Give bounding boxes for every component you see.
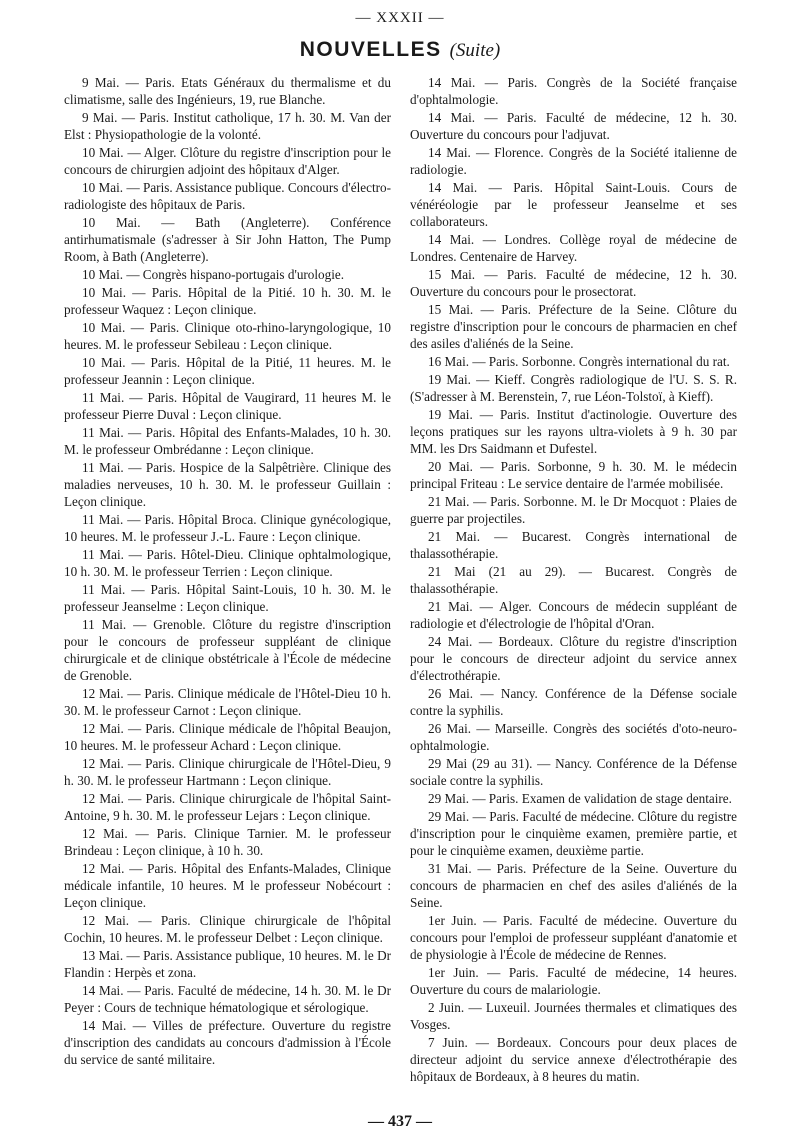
news-entry: 14 Mai. — Paris. Hôpital Saint-Louis. Cours de vénéréologie par le professeur Jeanselme et ses collaborateurs.	[410, 180, 737, 229]
news-entry: 10 Mai. — Paris. Hôpital de la Pitié, 11 heures. M. le professeur Jeannin : Leçon clinique.	[64, 355, 391, 387]
news-entry: 11 Mai. — Grenoble. Clôture du registre d'inscription pour le concours de professeur suppléant de clinique chirurgicale et de clinique obstétricale à l'École de médecine de Grenoble.	[64, 617, 391, 683]
news-entry: 19 Mai. — Paris. Institut d'actinologie. Ouverture des leçons pratiques sur les rayons ultra-violets à 9 h. 30 par MM. les Drs Saidmann et Dufestel.	[410, 407, 737, 456]
news-entry: 24 Mai. — Bordeaux. Clôture du registre d'inscription pour le concours de directeur adjoint du service annex d'électrothérapie.	[410, 634, 737, 683]
news-entry: 21 Mai. — Alger. Concours de médecin suppléant de radiologie et d'électrologie de l'hôpital d'Oran.	[410, 599, 737, 631]
news-entry: 29 Mai. — Paris. Faculté de médecine. Clôture du registre d'inscription pour le cinquième examen, première partie, et pour le cinquième examen, deuxième partie.	[410, 809, 737, 858]
news-entry: 14 Mai. — Paris. Congrès de la Société française d'ophtalmologie.	[410, 75, 737, 107]
news-entry: 14 Mai. — Paris. Faculté de médecine, 12 h. 30. Ouverture du concours pour l'adjuvat.	[410, 110, 737, 142]
news-entry: 14 Mai. — Paris. Faculté de médecine, 14 h. 30. M. le Dr Peyer : Cours de technique hématologique et sérologique.	[64, 983, 391, 1015]
news-entry: 12 Mai. — Paris. Clinique chirurgicale de l'hôpital Saint-Antoine, 9 h. 30. M. le professeur Lejars : Leçon clinique.	[64, 791, 391, 823]
news-entry: 12 Mai. — Paris. Clinique médicale de l'Hôtel-Dieu 10 h. 30. M. le professeur Carnot : Leçon clinique.	[64, 686, 391, 718]
news-entry: 11 Mai. — Paris. Hôpital de Vaugirard, 11 heures M. le professeur Pierre Duval : Leçon clinique.	[64, 390, 391, 422]
news-entry: 9 Mai. — Paris. Etats Généraux du thermalisme et du climatisme, salle des Ingénieurs, 19, rue Blanche.	[64, 75, 391, 107]
news-entry: 1er Juin. — Paris. Faculté de médecine, 14 heures. Ouverture du cours de malariologie.	[410, 965, 737, 997]
news-entry: 7 Juin. — Bordeaux. Concours pour deux places de directeur adjoint du service annexe d'électrothérapie des hôpitaux de Bordeaux, à 8 heures du matin.	[410, 1035, 737, 1084]
news-entry: 12 Mai. — Paris. Hôpital des Enfants-Malades, Clinique médicale infantile, 10 heures. M le professeur Nobécourt : Leçon clinique.	[64, 861, 391, 910]
news-entry: 11 Mai. — Paris. Hôpital Saint-Louis, 10 h. 30. M. le professeur Jeanselme : Leçon clinique.	[64, 582, 391, 614]
section-title: NOUVELLES	[299, 38, 442, 61]
news-entry: 21 Mai (21 au 29). — Bucarest. Congrès de thalassothérapie.	[410, 564, 737, 596]
news-entry: 15 Mai. — Paris. Faculté de médecine, 12 h. 30. Ouverture du concours pour le prosectorat.	[410, 267, 737, 299]
page-folio: — 437 —	[368, 1113, 432, 1130]
news-entry: 10 Mai. — Paris. Hôpital de la Pitié. 10 h. 30. M. le professeur Waquez : Leçon clinique.	[64, 285, 391, 317]
news-entry: 10 Mai. — Paris. Assistance publique. Concours d'électro-radiologiste des hôpitaux de Paris.	[64, 180, 391, 212]
page-roman-number: — XXXII —	[355, 10, 445, 26]
news-entry: 11 Mai. — Paris. Hospice de la Salpêtrière. Clinique des maladies nerveuses, 10 h. 30. M. le professeur Guillain : Leçon clinique.	[64, 460, 391, 509]
news-entry: 11 Mai. — Paris. Hôpital Broca. Clinique gynécologique, 10 heures. M. le professeur J.-L. Faure : Leçon clinique.	[64, 512, 391, 544]
news-entry: 15 Mai. — Paris. Préfecture de la Seine. Clôture du registre d'inscription pour le concours de pharmacien en chef des asiles d'aliénés de la Seine.	[410, 302, 737, 351]
news-entry: 14 Mai. — Villes de préfecture. Ouverture du registre d'inscription des candidats au concours d'admission à l'École du service de santé militaire.	[64, 1018, 391, 1067]
news-entry: 2 Juin. — Luxeuil. Journées thermales et climatiques des Vosges.	[410, 1000, 737, 1032]
left-column	[64, 74, 391, 1069]
news-entry: 21 Mai. — Bucarest. Congrès international de thalassothérapie.	[410, 529, 737, 561]
news-entry: 10 Mai. — Congrès hispano-portugais d'urologie.	[82, 267, 345, 282]
section-subtitle: (Suite)	[449, 40, 501, 61]
news-entry: 19 Mai. — Kieff. Congrès radiologique de l'U. S. S. R. (S'adresser à M. Berenstein, 7, rue Léon-Tolstoï, à Kieff).	[410, 372, 737, 404]
news-entry: 26 Mai. — Nancy. Conférence de la Défense sociale contre la syphilis.	[410, 686, 737, 718]
news-entry: 26 Mai. — Marseille. Congrès des sociétés d'oto-neuro-ophtalmologie.	[410, 721, 737, 753]
news-entry: 12 Mai. — Paris. Clinique Tarnier. M. le professeur Brindeau : Leçon clinique, à 10 h. 30.	[64, 826, 391, 858]
news-entry: 11 Mai. — Paris. Hôtel-Dieu. Clinique ophtalmologique, 10 h. 30. M. le professeur Terrien : Leçon clinique.	[64, 547, 391, 579]
news-entry: 14 Mai. — Londres. Collège royal de médecine de Londres. Centenaire de Harvey.	[410, 232, 737, 264]
news-entry: 12 Mai. — Paris. Clinique médicale de l'hôpital Beaujon, 10 heures. M. le professeur Achard : Leçon clinique.	[64, 721, 391, 753]
news-entry: 29 Mai. — Paris. Examen de validation de stage dentaire.	[428, 791, 732, 806]
news-entry: 16 Mai. — Paris. Sorbonne. Congrès international du rat.	[428, 354, 730, 369]
news-entry: 10 Mai. — Alger. Clôture du registre d'inscription pour le concours de chirurgien adjoint des hôpitaux d'Alger.	[64, 145, 391, 177]
news-entry: 11 Mai. — Paris. Hôpital des Enfants-Malades, 10 h. 30. M. le professeur Ombrédanne : Leçon clinique.	[64, 425, 391, 457]
news-entry: 21 Mai. — Paris. Sorbonne. M. le Dr Mocquot : Plaies de guerre par projectiles.	[410, 494, 737, 526]
news-entry: 10 Mai. — Paris. Clinique oto-rhino-laryngologique, 10 heures. M. le professeur Sebileau : Leçon clinique.	[64, 320, 391, 352]
news-entry: 29 Mai (29 au 31). — Nancy. Conférence de la Défense sociale contre la syphilis.	[410, 756, 737, 788]
news-entry: 10 Mai. — Bath (Angleterre). Conférence antirhumatismale (s'adresser à Sir John Hatton, The Pump Room, à Bath (Angleterre).	[64, 215, 391, 264]
news-entry: 1er Juin. — Paris. Faculté de médecine. Ouverture du concours pour l'emploi de professeur suppléant d'anatomie et de physiologie à l'École de médecine de Rennes.	[410, 913, 737, 962]
news-entry: 12 Mai. — Paris. Clinique chirurgicale de l'Hôtel-Dieu, 9 h. 30. M. le professeur Hartmann : Leçon clinique.	[64, 756, 391, 788]
right-column	[410, 74, 737, 1086]
news-entry: 9 Mai. — Paris. Institut catholique, 17 h. 30. M. Van der Elst : Physiopathologie de la volonté.	[64, 110, 391, 142]
news-entry: 14 Mai. — Florence. Congrès de la Société italienne de radiologie.	[410, 145, 737, 177]
news-entry: 13 Mai. — Paris. Assistance publique, 10 heures. M. le Dr Flandin : Herpès et zona.	[64, 948, 391, 980]
news-entry: 20 Mai. — Paris. Sorbonne, 9 h. 30. M. le médecin principal Friteau : Le service dentaire de l'armée mobilisée.	[410, 459, 737, 491]
news-entry: 31 Mai. — Paris. Préfecture de la Seine. Ouverture du concours de pharmacien en chef des asiles d'aliénés de la Seine.	[410, 861, 737, 910]
section-heading	[0, 38, 800, 62]
news-entry: 12 Mai. — Paris. Clinique chirurgicale de l'hôpital Cochin, 10 heures. M. le professeur Delbet : Leçon clinique.	[64, 913, 391, 945]
